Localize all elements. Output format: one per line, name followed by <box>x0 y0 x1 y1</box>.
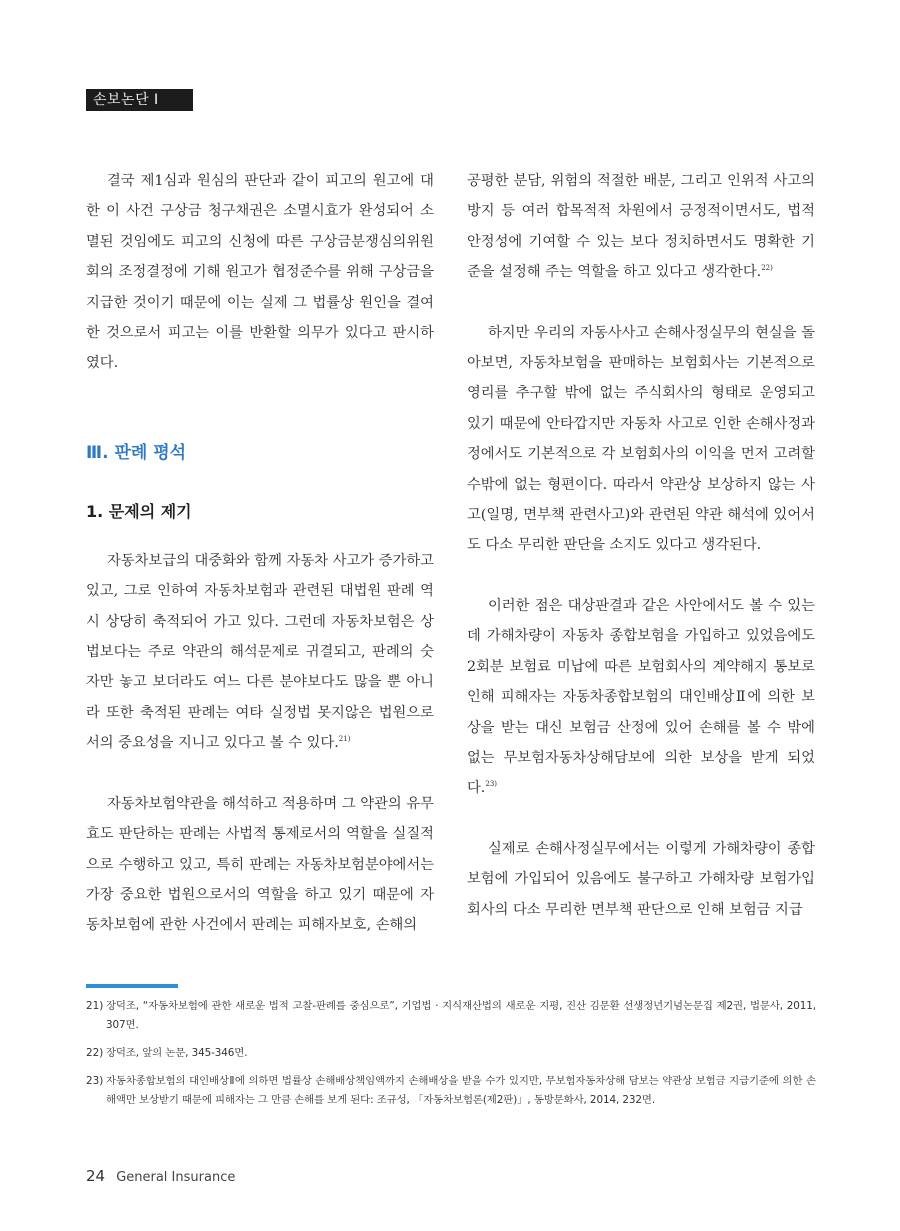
paragraph: 결국 제1심과 원심의 판단과 같이 피고의 원고에 대한 이 사건 구상금 청구채권은 소멸시효가 완성되어 소멸된 것임에도 피고의 신청에 따른 구상금분쟁심의위원회의 조정결정에 기해 원고가 협정준수를 위해 구상금을 지급한 것이기 때문에 이는 실제 그 법률상 원인을 결여한 것으로서 피고는 이를 반환할 의무가 있다고 판시하였다. <box>86 173 434 372</box>
footnote-ref: 23) <box>485 780 497 789</box>
left-column <box>86 166 434 941</box>
footnote-text: 자동차종합보험의 대인배상Ⅱ에 의하면 법률상 손해배상책임액까지 손해배상을 받을 수가 있지만, 무보험자동차상해 담보는 약관상 보험금 지급기준에 의한 손해액만 보상받기 때문에 피해자는 그 만큼 손해를 보게 된다: 조규성, 「자동차보험론(제2판)」, 동방문화사, 2014, 232면. <box>106 1075 816 1106</box>
footnote <box>86 1072 816 1110</box>
subsection-heading: 1. 문제의 제기 <box>86 501 192 521</box>
page-footer <box>86 1166 235 1185</box>
footnotes <box>86 997 816 1119</box>
footnote-text: 장덕조, 앞의 논문, 345-346면. <box>106 1047 248 1059</box>
footnote <box>86 1044 816 1063</box>
footnote-number: 23) <box>86 1075 104 1087</box>
paragraph-text: 이러한 점은 대상판결과 같은 사안에서도 볼 수 있는데 가해차량이 자동차 종합보험을 가입하고 있었음에도 2회분 보험료 미납에 따른 보험회사의 계약해지 통보로 인해 피해자는 자동차종합보험의 대인배상Ⅱ에 의한 보상을 받는 대신 보험금 산정에 있어 손해를 볼 수 밖에 없는 무보험자동차상해담보에 의한 보상을 받게 되었다. <box>467 597 815 797</box>
footnote <box>86 997 816 1035</box>
section-heading: Ⅲ. 판례 평석 <box>86 442 187 463</box>
paragraph <box>86 546 434 759</box>
paragraph: 하지만 우리의 자동사사고 손해사정실무의 현실을 돌아보면, 자동차보험을 판매하는 보험회사는 기본적으로 영리를 추구할 밖에 없는 주식회사의 형태로 운영되고 있기 때문에 안타깝지만 자동차 사고로 인한 손해사정과정에서도 기본적으로 각 보험회사의 이익을 먼저 고려할 수밖에 없는 형편이다. 따라서 약관상 보상하지 않는 사고(일명, 면부책 관련사고)와 관련된 약관 해석에 있어서도 다소 무리한 판단을 소지도 있다고 생각된다. <box>467 324 815 554</box>
section-tag: 손보논단 I <box>86 89 193 111</box>
paragraph: 실제로 손해사정실무에서는 이렇게 가해차량이 종합보험에 가입되어 있음에도 불구하고 가해차량 보험가입회사의 다소 무리한 면부책 판단으로 인해 보험금 지급 <box>467 840 815 918</box>
footnote-ref: 22) <box>761 264 773 273</box>
paragraph <box>467 166 815 288</box>
footnote-number: 22) <box>86 1047 104 1059</box>
paragraph <box>467 591 815 804</box>
paragraph: 자동차보험약관을 해석하고 적용하며 그 약관의 유무효도 판단하는 판례는 사법적 통제로서의 역할을 실질적으로 수행하고 있고, 특히 판례는 자동차보험분야에서는 가장 중요한 법원으로서의 역할을 하고 있기 때문에 자동차보험에 관한 사건에서 판례는 피해자보호, 손해의 <box>86 795 434 934</box>
publication-name: General Insurance <box>116 1170 236 1185</box>
paragraph-text: 자동차보급의 대중화와 함께 자동차 사고가 증가하고 있고, 그로 인하여 자동차보험과 관련된 대법원 판례 역시 상당히 축적되어 가고 있다. 그런데 자동차보험은 상법보다는 주로 약관의 해석문제로 귀결되고, 판례의 숫자만 놓고 보더라도 여느 다른 분야보다도 많을 뿐 아니라 또한 축적된 판례는 여타 실정법 못지않은 법원으로서의 중요성을 지니고 있다고 볼 수 있다. <box>86 552 434 752</box>
footnote-number: 21) <box>86 1000 104 1012</box>
right-column <box>467 166 815 925</box>
footnote-ref: 21) <box>338 735 351 744</box>
footnote-divider <box>86 984 178 988</box>
footnote-text: 장덕조, “자동차보험에 관한 새로운 법적 고찰-판례를 중심으로”, 기업법 · 지식재산법의 새로운 지평, 진산 김문환 선생정년기념논문집 제2권, 법문사, 2011, 307면. <box>106 1000 817 1031</box>
paragraph-text: 공평한 분담, 위험의 적절한 배분, 그리고 인위적 사고의 방지 등 여러 합목적적 차원에서 긍정적이면서도, 법적 안정성에 기여할 수 있는 보다 정치하면서도 명확한 기준을 설정해 주는 역할을 하고 있다고 생각한다. <box>467 173 815 281</box>
page-number: 24 <box>86 1167 106 1185</box>
